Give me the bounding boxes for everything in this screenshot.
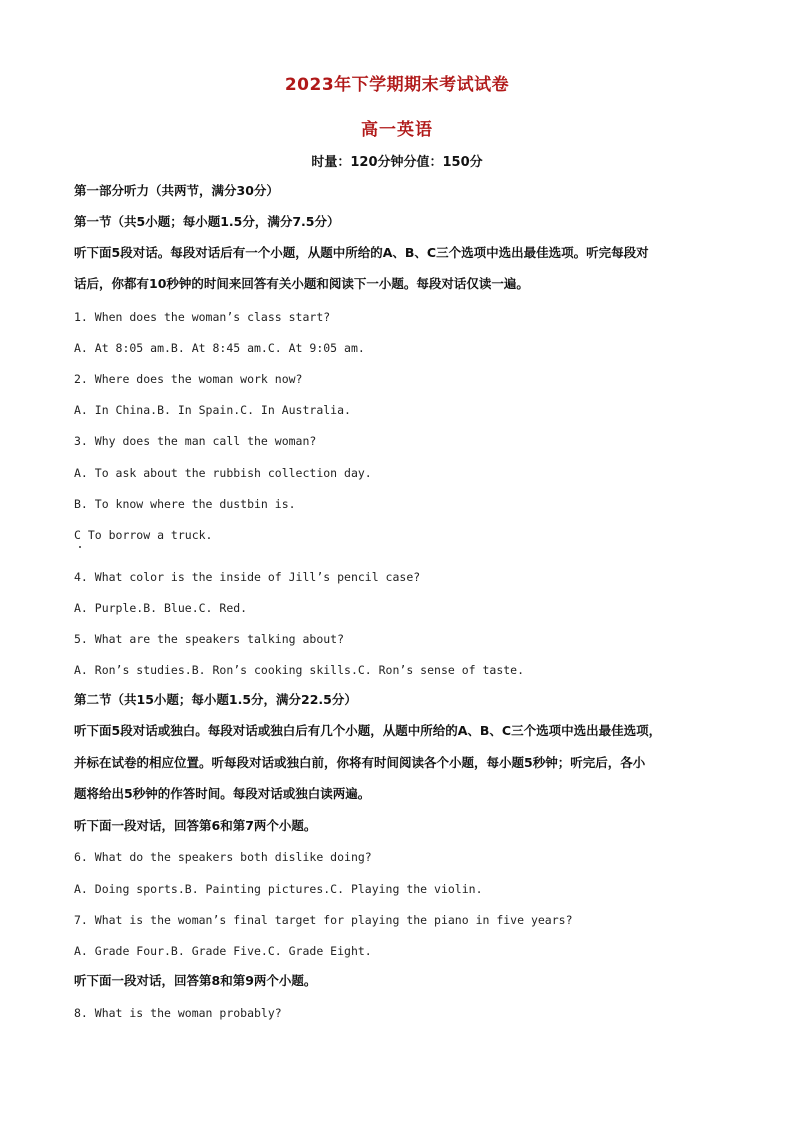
stray-mark [79, 546, 81, 548]
section2-instructions-line-3: 题将给出5秒钟的作答时间。每段对话或独白读两遍。 [74, 786, 371, 801]
part1-heading: 第一部分听力（共两节，满分30分） [74, 183, 279, 198]
question-1-stem: 1. When does the woman’s class start? [74, 310, 331, 324]
section1-heading: 第一节（共5小题；每小题1.5分，满分7.5分） [74, 214, 340, 229]
group1-intro: 听下面一段对话，回答第6和第7两个小题。 [74, 818, 317, 833]
question-7-stem: 7. What is the woman’s final target for playing the piano in five years? [74, 913, 573, 927]
section2-instructions-line-2: 并标在试卷的相应位置。听每段对话或独白前，你将有时间阅读各个小题，每小题5秒钟；听完后，各小 [74, 755, 646, 770]
question-3-stem: 3. Why does the man call the woman? [74, 434, 317, 448]
question-3-option-c: C To borrow a truck. [74, 528, 213, 542]
section2-heading: 第二节（共15小题；每小题1.5分，满分22.5分） [74, 692, 357, 707]
question-4-options: A. Purple.B. Blue.C. Red. [74, 601, 248, 615]
question-3-option-b: B. To know where the dustbin is. [74, 497, 296, 511]
question-6-options: A. Doing sports.B. Painting pictures.C. Playing the violin. [74, 882, 483, 896]
section1-instructions-line-2: 话后，你都有10秒钟的时间来回答有关小题和阅读下一小题。每段对话仅读一遍。 [74, 276, 529, 291]
question-8-stem: 8. What is the woman probably? [74, 1006, 282, 1020]
question-7-options: A. Grade Four.B. Grade Five.C. Grade Eight. [74, 944, 372, 958]
group2-intro: 听下面一段对话，回答第8和第9两个小题。 [74, 973, 317, 988]
section2-instructions-line-1: 听下面5段对话或独白。每段对话或独白后有几个小题，从题中所给的A、B、C三个选项中选出最佳选项， [74, 723, 662, 738]
question-6-stem: 6. What do the speakers both dislike doing? [74, 850, 372, 864]
question-4-stem: 4. What color is the inside of Jill’s pencil case? [74, 570, 421, 584]
question-2-stem: 2. Where does the woman work now? [74, 372, 303, 386]
subject-title: 高一英语 [361, 120, 433, 140]
question-1-options: A. At 8:05 am.B. At 8:45 am.C. At 9:05 am. [74, 341, 365, 355]
exam-info: 时量：120分钟分值：150分 [311, 155, 483, 170]
question-3-option-a: A. To ask about the rubbish collection day. [74, 466, 372, 480]
exam-title: 2023年下学期期末考试试卷 [284, 75, 510, 95]
question-5-options: A. Ron’s studies.B. Ron’s cooking skills.C. Ron’s sense of taste. [74, 663, 525, 677]
question-2-options: A. In China.B. In Spain.C. In Australia. [74, 403, 351, 417]
question-5-stem: 5. What are the speakers talking about? [74, 632, 345, 646]
section1-instructions-line-1: 听下面5段对话。每段对话后有一个小题，从题中所给的A、B、C三个选项中选出最佳选项。听完每段对 [74, 245, 649, 260]
